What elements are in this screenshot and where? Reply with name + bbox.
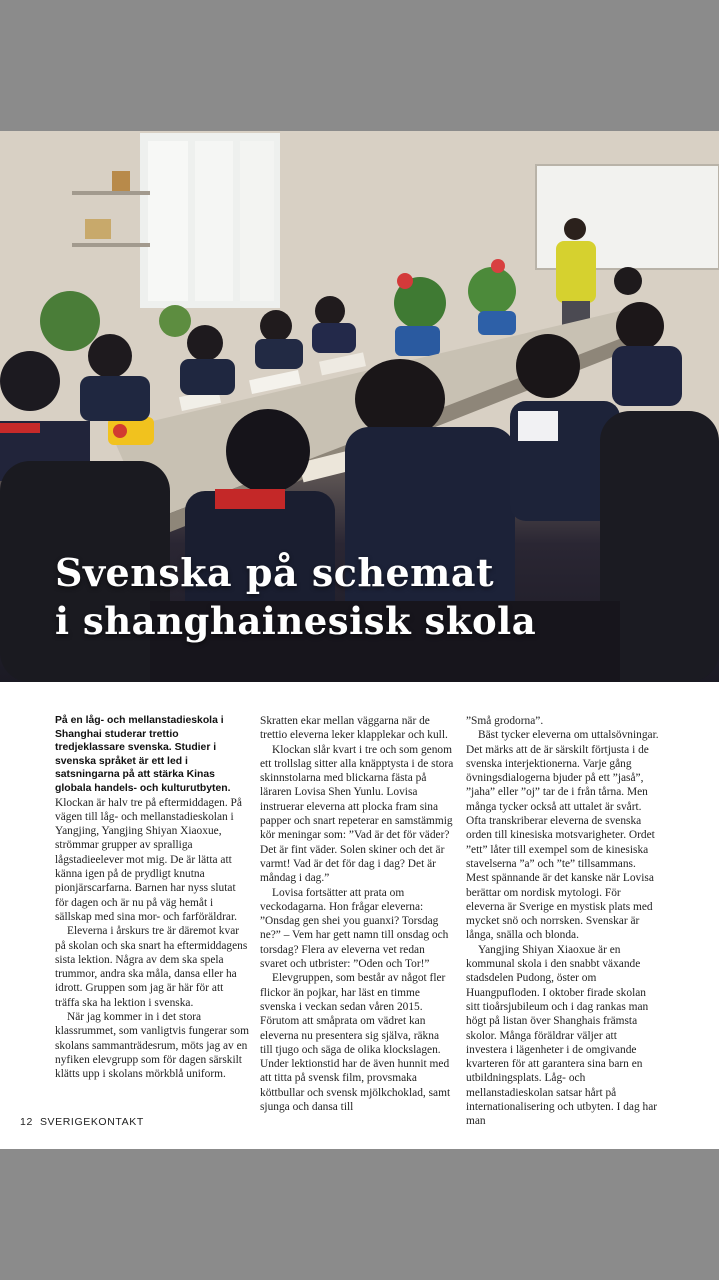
paragraph: Elevgruppen, som består av något fler flickor än pojkar, har läst en timme svenska i veckan sedan våren 2015. Förutom att småprata om vädret kan eleverna nu presentera sig själva, räkna till tjugo och säga de olika klockslagen. Under lektionstid har de även hunnit med att titta på svensk film, provsmaka köttbullar och svensk mjölkchoklad, samt sjunga och dansa till [260,972,451,1114]
page-number: 12 [20,1116,33,1128]
paragraph: Bäst tycker eleverna om uttalsövningar. Det märks att de är särskilt förtjusta i de svenska interjektionerna. Varje gång övningsdialogerna bjuder på ett ”jaså”, ”jaha” eller ”oj” tar de i från tårna. Men många tycker också att uttalet är svårt. Ofta transkriberar eleverna de svenska orden till kinesiska motsvarigheter. Ordet ”ett” låter till exempel som de kinesiska stavelserna ”a” och ”te” tillsammans. Mest spännande är det kanske när Lovisa berättar om nordisk mytologi. För eleverna är Sverige en mystisk plats med mycket snö och norrsken. Svenskar är långa, snälla och blonda. [466,729,659,942]
text-column-1 [55,714,249,1082]
magazine-page [0,131,719,1149]
headline-line-2: i shanghainesisk skola [55,599,537,643]
paragraph: Skratten ekar mellan väggarna när de trettio eleverna leker klapplekar och kull. [260,715,448,742]
article-lead: På en låg- och mellanstadieskola i Shanghai studerar trettio tredjeklassare svenska. Studier i svenska språket är ett led i satsningarna på att stärka Kinas globala handels- och kulturutbyten. [55,715,231,794]
magazine-name: SVERIGEKONTAKT [39,1116,144,1128]
headline-line-1: Svenska på schemat [55,550,495,595]
page-footer [20,1116,144,1128]
paragraph: Yangjing Shiyan Xiaoxue är en kommunal skola i den snabbt växande stadsdelen Pudong, öster om Huangpufloden. I oktober firade skolan sitt tioårsjubileum och i dag rankas man högt på listan över Shanghais främsta skolor. Många föräldrar väljer att investera i lägenheter i de omgivande kvarteren för att garantera sina barn en utbildningsplats. Låg- och mellanstadieskolan satsar hårt på internationalisering och utbyten. I dag har man [466,943,658,1128]
paragraph: När jag kommer in i det stora klassrummet, som vanligtvis fungerar som skolans sammanträdesrum, möts jag av en nyfiken elevgrupp som för dagen särskilt klätts upp i skolans mörkblå uniform. [55,1011,249,1081]
paragraph: Klockan är halv tre på eftermiddagen. På vägen till låg- och mellanstadieskolan i Yangjing, Yangjing Shiyan Xiaoxue, strömmar grupper av spralliga lågstadieelever mot mig. De är lätta att känna igen på de prydligt knutna pionjärscarfarna. Barnen har nyss slutat för dagen och är nu på väg hemåt i sällskap med sina mor- och farföräldrar. [55,796,242,923]
paragraph: Eleverna i årskurs tre är däremot kvar på skolan och ska snart ha eftermiddagens sista lektion. Några av dem ska spela trummor, andra ska måla, dansa eller ha idrott. Gruppen som jag är här för att träffa ska ha lektion i svenska. [55,925,248,1009]
paragraph: Lovisa fortsätter att prata om veckodagarna. Hon frågar eleverna: ”Onsdag gen shei you guanxi? Torsdag ne?” – Vem har gett namn till onsdag och torsdag? Flera av eleverna vet redan svaret och utbrister: ”Oden och Tor!” [260,886,449,971]
text-column-3 [466,714,660,1129]
paragraph: ”Små grodorna”. [466,715,544,727]
paragraph: Klockan slår kvart i tre och som genom ett trollslag sitter alla knäpptysta i de stora skinnstolarna med blickarna fästa på läraren Lovisa Shen Yunlu. Lovisa instruerar eleverna att plocka fram sina papper och snart repeterar en samstämmig kör meningar som: ”Vad är det för väder? Det är fint väder. Solen skiner och det är varmt! Vad är det för dag i dag? Det är måndag i dag.” [260,743,454,885]
classroom-photo [0,131,719,682]
article-headline [55,549,536,645]
text-column-2 [260,714,454,1114]
